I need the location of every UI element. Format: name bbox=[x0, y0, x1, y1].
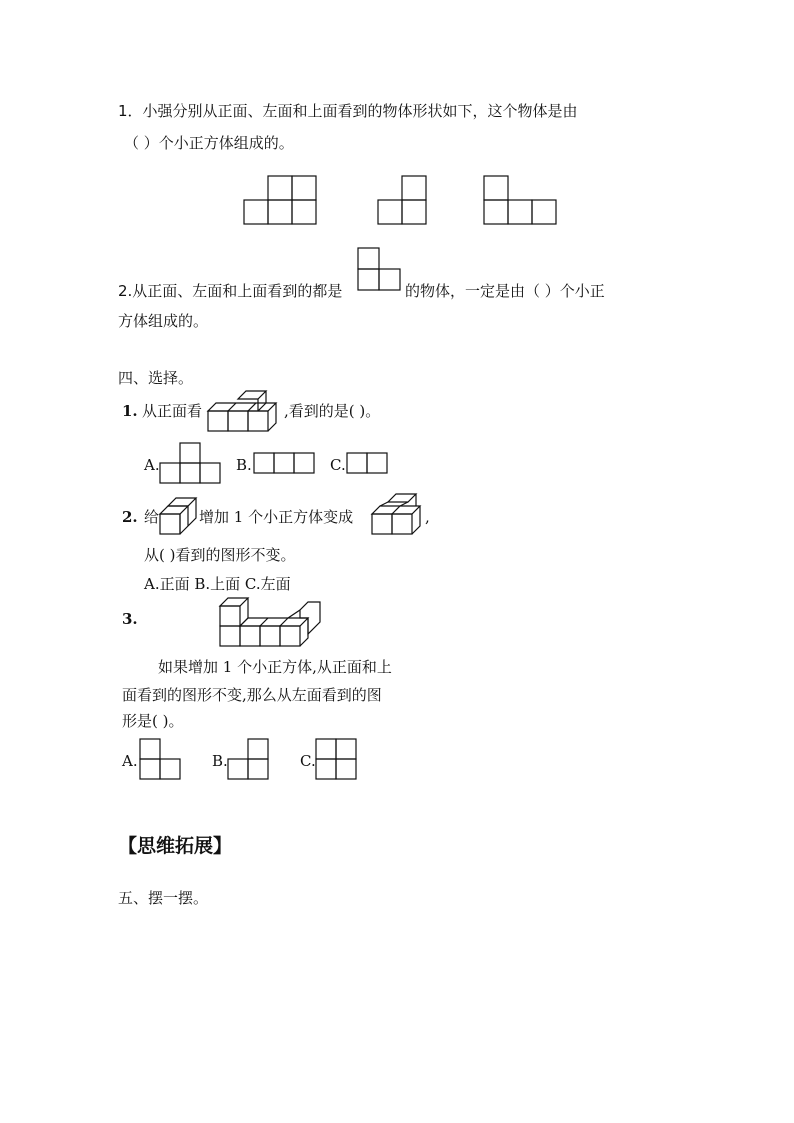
p4-q3-option-b-label: B. bbox=[212, 752, 228, 770]
p4-q1-prefix: 从正面看 bbox=[142, 402, 203, 420]
q2-line2: 方体组成的。 bbox=[118, 312, 209, 330]
p4-q2-end: , bbox=[425, 508, 430, 526]
p4-q3-line2: 面看到的图形不变,那么从左面看到的图 bbox=[122, 686, 382, 704]
p4-q1-solid-figure bbox=[208, 391, 282, 433]
p4-q1-number: 1. bbox=[122, 402, 138, 420]
p4-q3-option-c-figure bbox=[316, 739, 358, 781]
p4-q3-line1: 如果增加 1 个小正方体,从正面和上 bbox=[158, 658, 392, 676]
p4-q3-number: 3. bbox=[122, 610, 138, 628]
q2-shape-figure bbox=[358, 248, 404, 292]
extension-heading: 【思维拓展】 bbox=[118, 835, 233, 857]
p4-q1-option-c-figure bbox=[347, 453, 389, 475]
q2-prefix: 2.从正面、左面和上面看到的都是 bbox=[118, 282, 343, 300]
p4-q3-option-b-figure bbox=[228, 739, 270, 781]
p4-q2-options: A.正面 B.上面 C.左面 bbox=[144, 575, 291, 593]
q1-top-view-figure bbox=[484, 176, 558, 226]
q1-left-view-figure bbox=[378, 176, 428, 226]
p4-q2-prefix: 给 bbox=[144, 508, 160, 526]
p4-q1-option-b-label: B. bbox=[236, 456, 252, 474]
p4-q1-option-b-figure bbox=[254, 453, 316, 475]
p4-q3-solid-figure bbox=[220, 596, 324, 648]
p4-q3-option-a-figure bbox=[140, 739, 182, 781]
p4-q2-line2: 从( )看到的图形不变。 bbox=[144, 546, 296, 564]
p4-q1-option-a-label: A. bbox=[144, 456, 160, 474]
p4-q3-line3: 形是( )。 bbox=[122, 712, 184, 730]
q2-suffix: 的物体，一定是由（ ）个小正 bbox=[405, 282, 605, 300]
p4-q2-middle: 增加 1 个小正方体变成 bbox=[199, 508, 354, 526]
p4-q1-option-a-figure bbox=[160, 443, 222, 485]
q1-line1: 1．小强分别从正面、左面和上面看到的物体形状如下，这个物体是由 bbox=[118, 102, 578, 120]
q1-front-view-figure bbox=[244, 176, 318, 226]
p4-q3-option-c-label: C. bbox=[300, 752, 316, 770]
part5-heading: 五、摆一摆。 bbox=[118, 889, 209, 907]
part4-heading: 四、选择。 bbox=[118, 369, 194, 387]
p4-q2-result-figure bbox=[372, 494, 430, 536]
p4-q1-option-c-label: C. bbox=[330, 456, 346, 474]
p4-q3-option-a-label: A. bbox=[122, 752, 138, 770]
q1-line2: （ ）个小正方体组成的。 bbox=[124, 134, 294, 152]
p4-q2-start-figure bbox=[160, 494, 202, 536]
p4-q1-suffix: ,看到的是( )。 bbox=[284, 402, 381, 420]
p4-q2-number: 2. bbox=[122, 508, 138, 526]
